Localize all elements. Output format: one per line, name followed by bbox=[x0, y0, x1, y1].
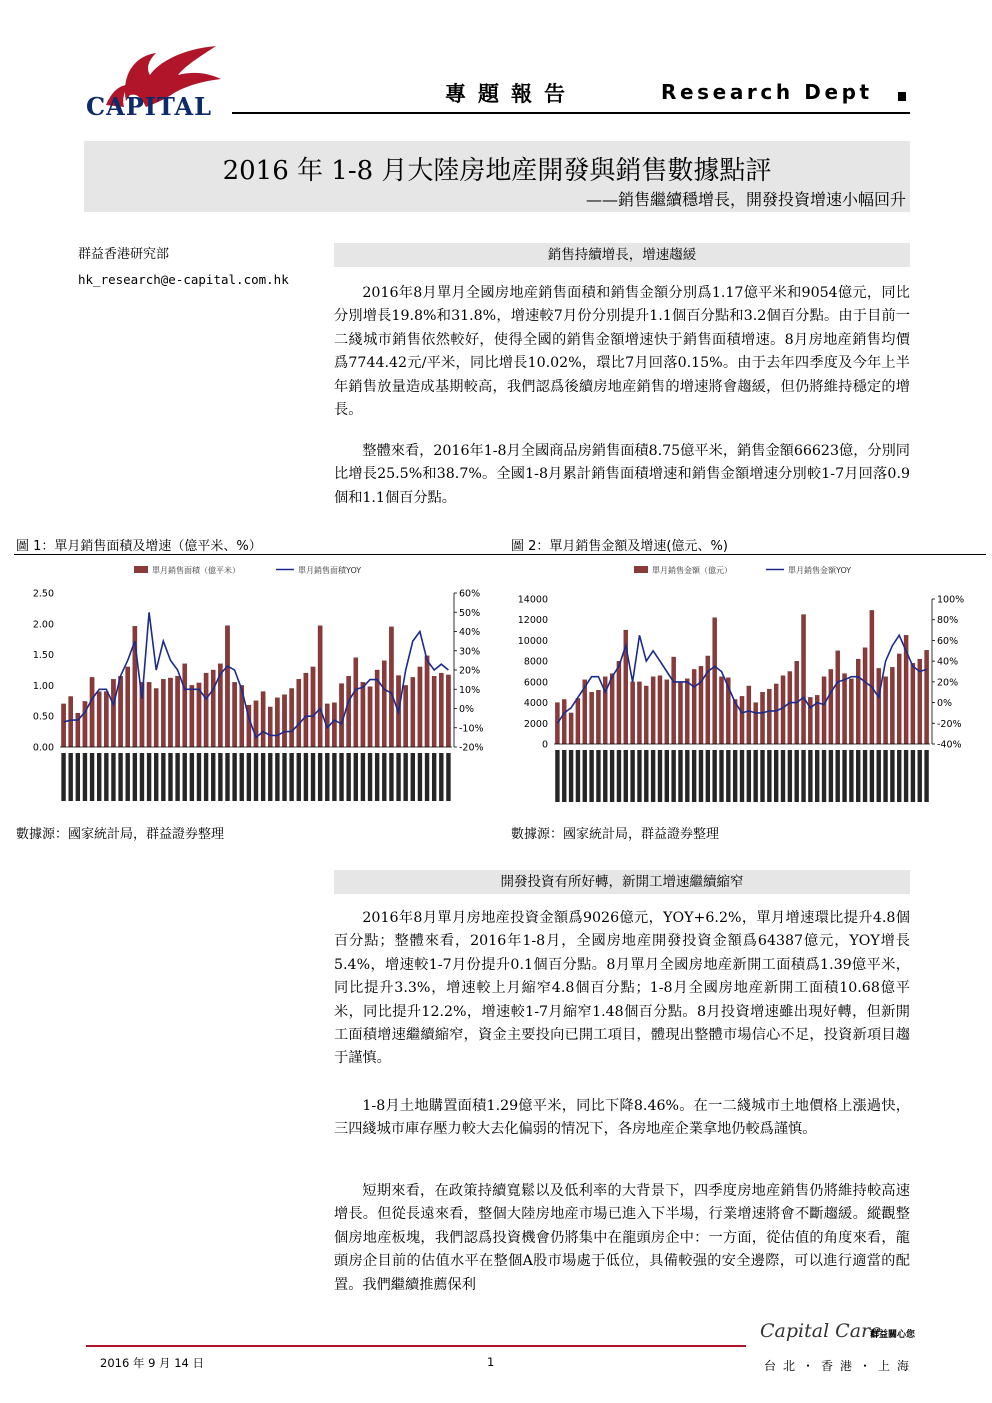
x-tick-label-glyph bbox=[97, 753, 101, 801]
x-tick-label-glyph bbox=[368, 753, 372, 801]
x-tick-label-glyph bbox=[870, 750, 874, 802]
bar bbox=[610, 674, 614, 744]
bar bbox=[788, 672, 792, 745]
bar bbox=[740, 696, 744, 744]
bar bbox=[713, 618, 717, 744]
bar bbox=[311, 667, 315, 747]
bar bbox=[644, 686, 648, 744]
y-right-tick-label: 40% bbox=[937, 656, 959, 668]
x-tick-label-glyph bbox=[68, 753, 72, 801]
x-tick-label-glyph bbox=[637, 750, 641, 802]
x-tick-label-glyph bbox=[190, 753, 194, 801]
bar bbox=[297, 679, 301, 747]
bar bbox=[347, 676, 351, 747]
chart-sales-area bbox=[14, 558, 494, 818]
y-right-tick-label: -20% bbox=[459, 742, 484, 754]
y-right-tick-label: 40% bbox=[459, 627, 481, 638]
x-tick-label-glyph bbox=[147, 753, 151, 801]
x-tick-label-glyph bbox=[706, 750, 710, 802]
x-tick-label-glyph bbox=[197, 753, 201, 801]
bar bbox=[261, 692, 265, 747]
bar bbox=[596, 690, 600, 744]
bar bbox=[289, 688, 293, 747]
bar bbox=[368, 687, 372, 747]
y-right-tick-label: 20% bbox=[937, 677, 959, 689]
x-tick-label-glyph bbox=[161, 753, 165, 801]
x-tick-label-glyph bbox=[712, 750, 716, 802]
x-tick-label-glyph bbox=[658, 750, 662, 802]
x-tick-label-glyph bbox=[924, 750, 928, 802]
bar bbox=[425, 656, 429, 747]
legend-bar-label: 單月銷售面積（億平米） bbox=[152, 566, 240, 575]
x-tick-label-glyph bbox=[154, 753, 158, 801]
x-tick-label-glyph bbox=[432, 753, 436, 801]
y-right-tick-label: 60% bbox=[937, 635, 959, 647]
x-tick-label-glyph bbox=[232, 753, 236, 801]
bar bbox=[801, 615, 805, 744]
bar bbox=[576, 698, 580, 744]
x-tick-label-glyph bbox=[685, 750, 689, 802]
paragraph: 2016年8月單月全國房地産銷售面積和銷售金額分別爲1.17億平米和9054億元，同比分別增長19.8%和31.8%，增速較7月份分別提升1.1個百分點和3.2個百分點。由于目前一二綫城市銷售依然較好，使得全國的銷售金額增速快于銷售面積增速。8月房地産銷售均價爲7744.42元/平米，同比增長10.02%，環比7月回落0.15%。由于去年四季度及今年上半年銷售放量造成基期較高，我們認爲後續房地産銷售的增速將會趨緩，但仍將維持穩定的增長。 bbox=[334, 285, 910, 419]
bar bbox=[890, 667, 894, 744]
x-tick-label-glyph bbox=[254, 753, 258, 801]
bar bbox=[404, 685, 408, 747]
x-tick-label-glyph bbox=[760, 750, 764, 802]
bar bbox=[268, 707, 272, 747]
bar bbox=[61, 704, 65, 747]
x-tick-label-glyph bbox=[382, 753, 386, 801]
x-tick-label-glyph bbox=[332, 753, 336, 801]
section-heading-investment: 開發投資有所好轉，新開工增速繼續縮窄 bbox=[334, 870, 910, 894]
bar bbox=[678, 682, 682, 744]
x-tick-label-glyph bbox=[569, 750, 573, 802]
x-tick-label-glyph bbox=[788, 750, 792, 802]
x-tick-label-glyph bbox=[815, 750, 819, 802]
y-right-tick-label: -10% bbox=[459, 723, 484, 735]
x-tick-label-glyph bbox=[733, 750, 737, 802]
x-tick-label-glyph bbox=[346, 753, 350, 801]
bar bbox=[569, 713, 573, 744]
x-tick-label-glyph bbox=[361, 753, 365, 801]
bar bbox=[754, 703, 758, 744]
x-tick-label-glyph bbox=[610, 750, 614, 802]
figure-1-caption: 圖 1：單月銷售面積及增速（億平米、%） bbox=[16, 539, 262, 554]
x-tick-label-glyph bbox=[781, 750, 785, 802]
main-title: 2016 年 1-8 月大陸房地産開發與銷售數據點評 bbox=[222, 156, 772, 186]
y-right-tick-label: -40% bbox=[937, 739, 962, 751]
bar bbox=[339, 684, 343, 747]
y-right-tick-label: 0% bbox=[459, 704, 475, 715]
bar bbox=[767, 689, 771, 744]
x-tick-label-glyph bbox=[856, 750, 860, 802]
bar bbox=[774, 684, 778, 744]
footer-brand-tag: 群益關心您 bbox=[870, 1330, 916, 1340]
x-tick-label-glyph bbox=[836, 750, 840, 802]
x-tick-label-glyph bbox=[562, 750, 566, 802]
bar bbox=[432, 676, 436, 747]
bar bbox=[382, 661, 386, 747]
header-square-icon bbox=[898, 92, 906, 101]
y-right-tick-label: 80% bbox=[937, 615, 959, 627]
bar bbox=[111, 679, 115, 747]
bar bbox=[175, 676, 179, 747]
x-tick-label-glyph bbox=[644, 750, 648, 802]
x-tick-label-glyph bbox=[268, 753, 272, 801]
bar bbox=[104, 692, 108, 747]
bar bbox=[665, 680, 669, 744]
x-tick-label-glyph bbox=[275, 753, 279, 801]
x-tick-label-glyph bbox=[133, 753, 137, 801]
bar bbox=[849, 679, 853, 744]
author-email: hk_research@e-capital.com.hk bbox=[78, 272, 289, 287]
bar bbox=[411, 677, 415, 747]
x-tick-label-glyph bbox=[877, 750, 881, 802]
x-tick-label-glyph bbox=[767, 750, 771, 802]
bar bbox=[692, 669, 696, 744]
x-tick-label-glyph bbox=[411, 753, 415, 801]
bar bbox=[884, 677, 888, 744]
y-left-tick-label: 2.00 bbox=[32, 619, 54, 631]
bar bbox=[275, 698, 279, 747]
y-left-tick-label: 10000 bbox=[517, 635, 548, 647]
bar bbox=[254, 701, 258, 747]
x-tick-label-glyph bbox=[911, 750, 915, 802]
bar bbox=[118, 676, 122, 747]
x-tick-label-glyph bbox=[289, 753, 293, 801]
x-tick-label-glyph bbox=[692, 750, 696, 802]
bar bbox=[747, 686, 751, 744]
x-tick-label-glyph bbox=[282, 753, 286, 801]
bar bbox=[304, 673, 308, 747]
x-tick-label-glyph bbox=[240, 753, 244, 801]
bar bbox=[706, 656, 710, 744]
x-tick-label-glyph bbox=[822, 750, 826, 802]
x-tick-label-glyph bbox=[261, 753, 265, 801]
bar bbox=[282, 695, 286, 747]
footer-divider bbox=[86, 1345, 746, 1347]
bar bbox=[562, 699, 566, 744]
sub-title: ——銷售繼續穩增長，開發投資增速小幅回升 bbox=[585, 190, 906, 209]
x-tick-label-glyph bbox=[418, 753, 422, 801]
bar bbox=[672, 657, 676, 744]
bar bbox=[925, 650, 929, 744]
x-tick-label-glyph bbox=[118, 753, 122, 801]
x-tick-label-glyph bbox=[76, 753, 80, 801]
y-left-tick-label: 0.50 bbox=[32, 711, 54, 723]
x-tick-label-glyph bbox=[183, 753, 187, 801]
x-tick-label-glyph bbox=[897, 750, 901, 802]
x-tick-label-glyph bbox=[808, 750, 812, 802]
x-tick-label-glyph bbox=[225, 753, 229, 801]
x-tick-label-glyph bbox=[904, 750, 908, 802]
x-tick-label-glyph bbox=[339, 753, 343, 801]
x-tick-label-glyph bbox=[175, 753, 179, 801]
report-type-title: 專題報告 bbox=[445, 82, 577, 106]
x-tick-label-glyph bbox=[740, 750, 744, 802]
bar bbox=[637, 682, 641, 744]
x-tick-label-glyph bbox=[651, 750, 655, 802]
paragraph: 整體來看，2016年1-8月全國商品房銷售面積8.75億平米，銷售金額66623億，分別同比增長25.5%和38.7%。全國1-8月累計銷售面積增速和銷售金額增速分別較1-7月回落0.9個和1.1個百分點。 bbox=[334, 443, 910, 506]
bar bbox=[332, 703, 336, 747]
x-tick-label-glyph bbox=[555, 750, 559, 802]
bar bbox=[856, 659, 860, 744]
header-divider bbox=[232, 112, 910, 114]
bar bbox=[897, 654, 901, 744]
bar bbox=[590, 692, 594, 744]
x-tick-label-glyph bbox=[140, 753, 144, 801]
bar bbox=[781, 676, 785, 744]
bar bbox=[842, 674, 846, 744]
x-tick-label-glyph bbox=[630, 750, 634, 802]
bar bbox=[685, 679, 689, 744]
figure-2-source: 數據源：國家統計局，群益證券整理 bbox=[511, 827, 720, 842]
bar bbox=[225, 626, 229, 747]
x-tick-label-glyph bbox=[126, 753, 130, 801]
bar bbox=[418, 667, 422, 747]
x-tick-label-glyph bbox=[671, 750, 675, 802]
bar bbox=[147, 682, 151, 747]
paragraph: 1-8月土地購置面積1.29億平米，同比下降8.46%。在一二綫城市土地價格上漲過快，三四綫城市庫存壓力較大去化偏弱的情况下，各房地産企業拿地仍較爲謹慎。 bbox=[334, 1098, 910, 1138]
bar bbox=[69, 696, 73, 747]
bar bbox=[361, 682, 365, 747]
x-tick-label-glyph bbox=[699, 750, 703, 802]
y-left-tick-label: 1.00 bbox=[32, 680, 54, 692]
y-left-tick-label: 2.50 bbox=[32, 588, 54, 600]
bar bbox=[90, 677, 94, 747]
bar bbox=[211, 670, 215, 747]
x-tick-label-glyph bbox=[83, 753, 87, 801]
bar bbox=[183, 664, 187, 747]
bar bbox=[204, 673, 208, 747]
y-right-tick-label: 50% bbox=[459, 607, 481, 619]
footer-brand-script: Capital Care bbox=[760, 1320, 882, 1342]
y-right-tick-label: 20% bbox=[459, 665, 481, 677]
y-left-tick-label: 6000 bbox=[523, 677, 548, 689]
y-right-tick-label: 0% bbox=[937, 698, 953, 710]
x-tick-label-glyph bbox=[801, 750, 805, 802]
y-left-tick-label: 0 bbox=[541, 739, 548, 751]
x-tick-label-glyph bbox=[747, 750, 751, 802]
bar bbox=[389, 627, 393, 747]
bar bbox=[126, 667, 130, 747]
x-tick-label-glyph bbox=[863, 750, 867, 802]
bar bbox=[877, 668, 881, 744]
x-tick-label-glyph bbox=[204, 753, 208, 801]
paragraph: 短期來看，在政策持續寬鬆以及低利率的大背景下，四季度房地産銷售仍將維持較高速增長。但從長遠來看，整個大陸房地産市場已進入下半場，行業增速將會不斷趨緩。縱觀整個房地産板塊，我們認爲投資機會仍將集中在龍頭房企中：一方面，從估值的角度來看，龍頭房企目前的估值水平在整個A股市場處于低位，具備較强的安全邊際，可以進行適當的配置。我們繼續推薦保利 bbox=[334, 1183, 910, 1293]
x-tick-label-glyph bbox=[596, 750, 600, 802]
bar bbox=[836, 651, 840, 744]
x-tick-label-glyph bbox=[375, 753, 379, 801]
x-tick-label-glyph bbox=[617, 750, 621, 802]
bar bbox=[168, 678, 172, 747]
x-tick-label-glyph bbox=[849, 750, 853, 802]
bar bbox=[651, 677, 655, 744]
x-tick-label-glyph bbox=[104, 753, 108, 801]
x-tick-label-glyph bbox=[311, 753, 315, 801]
y-right-tick-label: 100% bbox=[937, 594, 965, 606]
y-left-tick-label: 1.50 bbox=[32, 650, 54, 662]
x-tick-label-glyph bbox=[247, 753, 251, 801]
y-right-tick-label: 30% bbox=[459, 646, 481, 658]
y-right-tick-label: -20% bbox=[937, 718, 962, 730]
legend-bar-label: 單月銷售金額（億元） bbox=[652, 566, 732, 575]
bar bbox=[318, 626, 322, 747]
y-left-tick-label: 2000 bbox=[523, 718, 548, 730]
x-tick-label-glyph bbox=[603, 750, 607, 802]
x-tick-label-glyph bbox=[61, 753, 65, 801]
bar bbox=[658, 676, 662, 744]
x-tick-label-glyph bbox=[354, 753, 358, 801]
bar bbox=[829, 669, 833, 744]
y-left-tick-label: 14000 bbox=[517, 594, 548, 606]
bar bbox=[232, 682, 236, 747]
footer-cities: 台北・香港・上海 bbox=[764, 1359, 917, 1373]
bar bbox=[446, 675, 450, 747]
x-tick-label-glyph bbox=[624, 750, 628, 802]
x-tick-label-glyph bbox=[583, 750, 587, 802]
x-tick-label-glyph bbox=[318, 753, 322, 801]
x-tick-label-glyph bbox=[446, 753, 450, 801]
chart-sales-amount bbox=[508, 558, 978, 818]
bar bbox=[699, 666, 703, 744]
figure-divider bbox=[14, 554, 986, 555]
x-tick-label-glyph bbox=[794, 750, 798, 802]
figure-1-source: 數據源：國家統計局，群益證券整理 bbox=[16, 827, 225, 842]
x-tick-label-glyph bbox=[726, 750, 730, 802]
y-right-tick-label: 60% bbox=[459, 588, 481, 600]
legend-bar-swatch bbox=[134, 566, 148, 573]
x-tick-label-glyph bbox=[918, 750, 922, 802]
x-tick-label-glyph bbox=[753, 750, 757, 802]
y-left-tick-label: 4000 bbox=[523, 698, 548, 710]
y-left-tick-label: 12000 bbox=[517, 615, 548, 627]
footer-date: 2016 年 9 月 14 日 bbox=[100, 1356, 204, 1370]
bar bbox=[631, 682, 635, 744]
x-tick-label-glyph bbox=[90, 753, 94, 801]
x-tick-label-glyph bbox=[389, 753, 393, 801]
x-tick-label-glyph bbox=[665, 750, 669, 802]
x-tick-label-glyph bbox=[168, 753, 172, 801]
bar bbox=[617, 661, 621, 744]
y-left-tick-label: 0.00 bbox=[32, 742, 54, 754]
y-right-tick-label: 10% bbox=[459, 684, 481, 696]
x-tick-label-glyph bbox=[890, 750, 894, 802]
x-tick-label-glyph bbox=[403, 753, 407, 801]
x-tick-label-glyph bbox=[678, 750, 682, 802]
x-tick-label-glyph bbox=[396, 753, 400, 801]
x-tick-label-glyph bbox=[576, 750, 580, 802]
section-heading-sales: 銷售持續增長，增速趨緩 bbox=[334, 243, 910, 267]
bar bbox=[863, 648, 867, 744]
x-tick-label-glyph bbox=[425, 753, 429, 801]
bar bbox=[911, 663, 915, 744]
bar bbox=[439, 673, 443, 747]
x-tick-label-glyph bbox=[719, 750, 723, 802]
bar bbox=[870, 610, 874, 744]
bar bbox=[354, 658, 358, 747]
research-dept-label: Research Dept bbox=[661, 80, 873, 104]
x-tick-label-glyph bbox=[111, 753, 115, 801]
x-tick-label-glyph bbox=[439, 753, 443, 801]
legend-line-label: 單月銷售金額YOY bbox=[788, 566, 852, 575]
legend-bar-swatch bbox=[634, 566, 648, 573]
x-tick-label-glyph bbox=[589, 750, 593, 802]
x-tick-label-glyph bbox=[325, 753, 329, 801]
x-tick-label-glyph bbox=[883, 750, 887, 802]
y-left-tick-label: 8000 bbox=[523, 656, 548, 668]
bar bbox=[97, 692, 101, 747]
bar bbox=[719, 677, 723, 744]
bar bbox=[161, 679, 165, 747]
bar bbox=[822, 677, 826, 744]
x-tick-label-glyph bbox=[842, 750, 846, 802]
bar bbox=[154, 688, 158, 747]
x-tick-label-glyph bbox=[829, 750, 833, 802]
logo-text: CAPITAL bbox=[86, 92, 213, 121]
bar bbox=[190, 685, 194, 747]
author-dept: 群益香港研究部 bbox=[78, 247, 170, 262]
x-tick-label-glyph bbox=[218, 753, 222, 801]
legend-line-label: 單月銷售面積YOY bbox=[298, 566, 362, 575]
figure-2-caption: 圖 2：單月銷售金額及增速(億元、%) bbox=[511, 539, 728, 554]
x-tick-label-glyph bbox=[211, 753, 215, 801]
x-tick-label-glyph bbox=[297, 753, 301, 801]
x-tick-label-glyph bbox=[304, 753, 308, 801]
x-tick-label-glyph bbox=[774, 750, 778, 802]
page-number: 1 bbox=[487, 1355, 495, 1369]
bar bbox=[760, 692, 764, 744]
paragraph: 2016年8月單月房地産投資金額爲9026億元，YOY+6.2%，單月增速環比提升4.8個百分點；整體來看，2016年1-8月，全國房地産開發投資金額爲64387億元，YOY增長5.4%，增速較1-7月份提升0.1個百分點。8月單月全國房地産新開工面積爲1.39億平米，同比提升3.3%，增速較上月縮窄4.8個百分點；1-8月全國房地産新開工面積10.68億平米，同比提升12.2%，增速較1-7月縮窄1.48個百分點。8月投資增速雖出現好轉，但新開工面積增速繼續縮窄，資金主要投向已開工項目，體現出整體市場信心不足，投資新項目趨于謹慎。 bbox=[334, 910, 910, 1067]
bar bbox=[603, 677, 607, 744]
